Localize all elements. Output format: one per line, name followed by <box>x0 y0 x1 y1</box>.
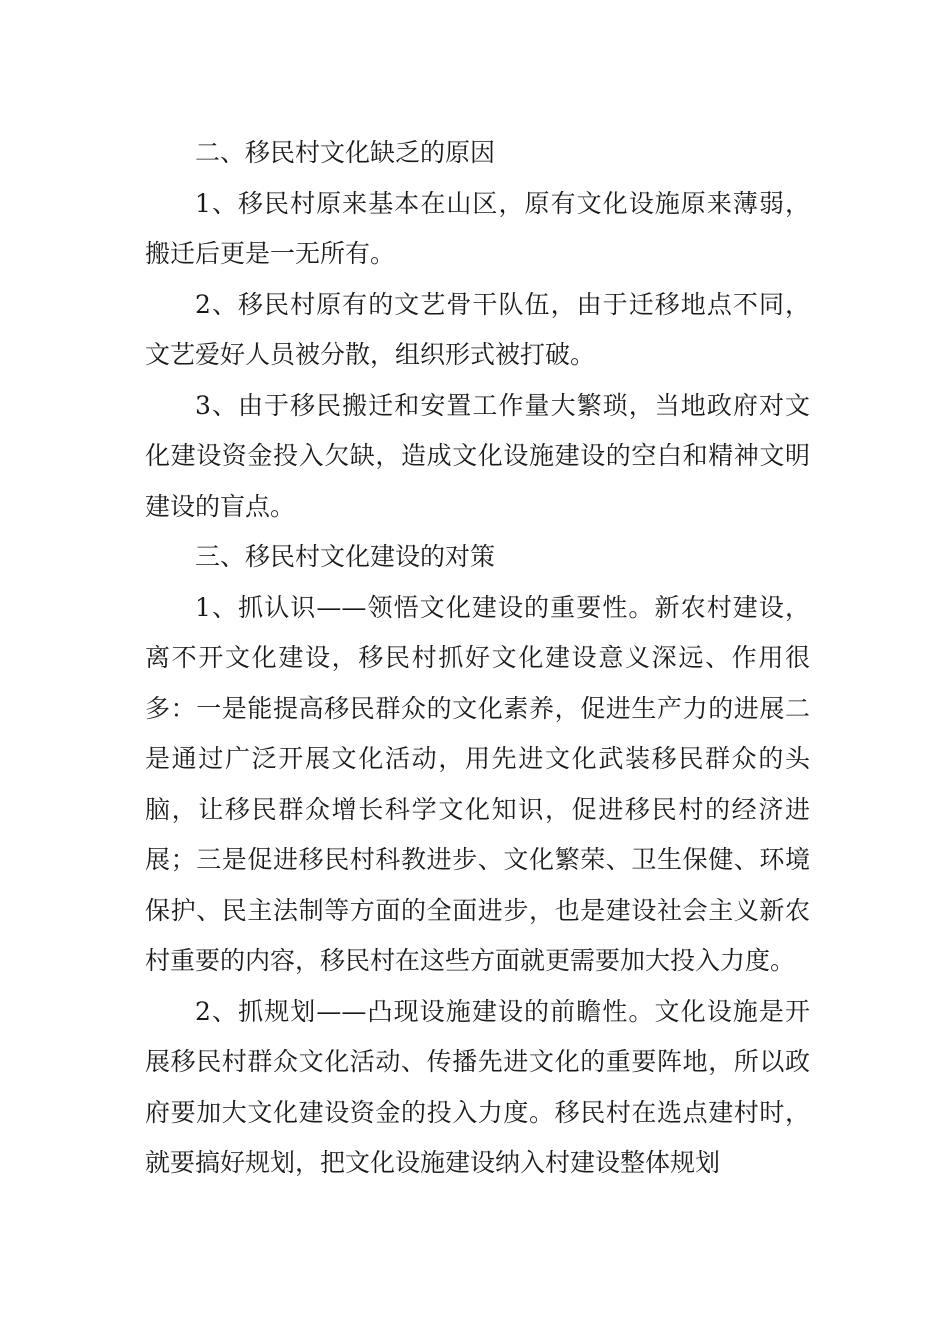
paragraph-cause-2: 2、移民村原有的文艺骨干队伍，由于迁移地点不同，文艺爱好人员被分散，组织形式被打破。 <box>145 289 810 369</box>
document-page <box>145 128 810 1189</box>
paragraph-cause-3: 3、由于移民搬迁和安置工作量大繁琐，当地政府对文化建设资金投入欠缺，造成文化设施建设的空白和精神文明建设的盲点。 <box>145 390 810 521</box>
section-heading-countermeasures: 三、移民村文化建设的对策 <box>195 542 496 571</box>
paragraph-measure-1: 1、抓认识——领悟文化建设的重要性。新农村建设，离不开文化建设，移民村抓好文化建设意义深远、作用很多：一是能提高移民群众的文化素养，促进生产力的进展二是通过广泛开展文化活动，用先进文化武装移民群众的头脑，让移民群众增长科学文化知识，促进移民村的经济进展；三是促进移民村科教进步、文化繁荣、卫生保健、环境保护、民主法制等方面的全面进步，也是建设社会主义新农村重要的内容，移民村在这些方面就更需要加大投入力度。 <box>145 592 810 975</box>
paragraph-measure-2: 2、抓规划——凸现设施建设的前瞻性。文化设施是开展移民村群众文化活动、传播先进文化的重要阵地，所以政府要加大文化建设资金的投入力度。移民村在选点建村时，就要搞好规划，把文化设施建设纳入村建设整体规划 <box>145 996 810 1177</box>
paragraph-cause-1: 1、移民村原来基本在山区，原有文化设施原来薄弱，搬迁后更是一无所有。 <box>145 188 810 268</box>
section-heading-causes: 二、移民村文化缺乏的原因 <box>195 138 496 167</box>
